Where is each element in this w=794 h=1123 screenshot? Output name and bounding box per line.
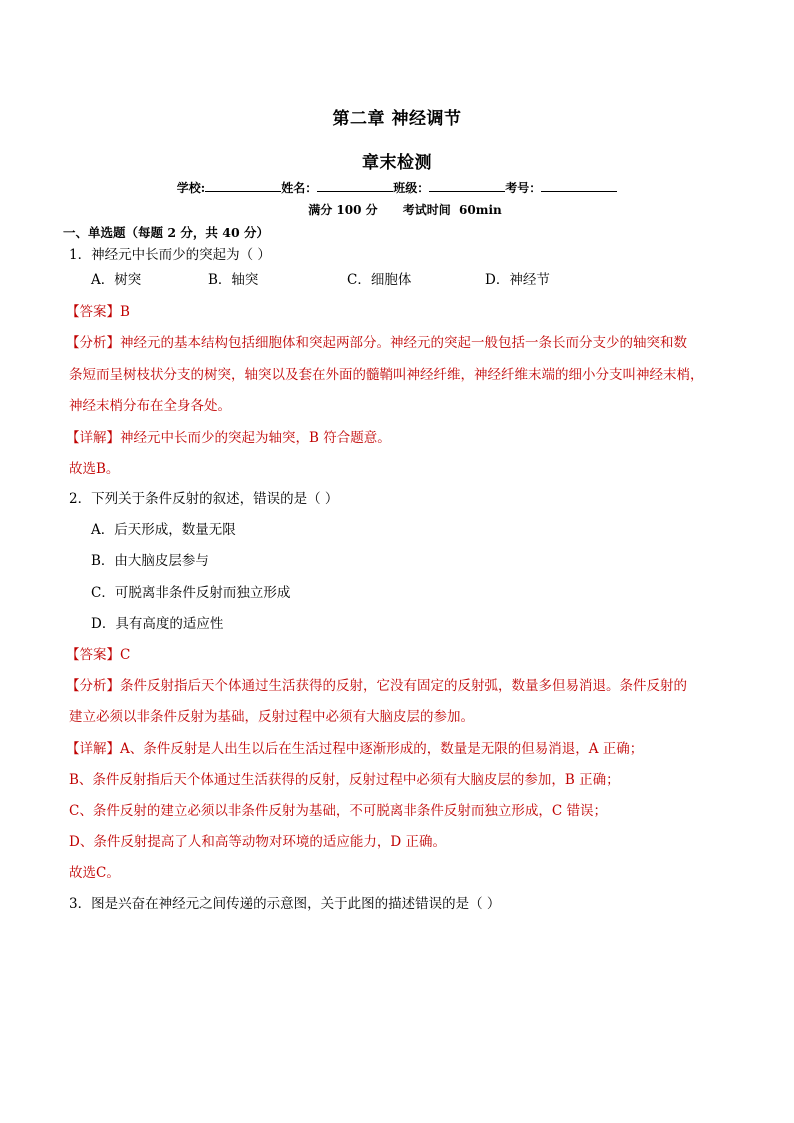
- q1-option-c: C．细胞体: [347, 272, 412, 288]
- q1-analysis-line-1: [66, 331, 736, 351]
- q2-detail-line-3: C、条件反射的建立必须以非条件反射为基础，不可脱离非条件反射而独立形成，C 错误；: [69, 803, 607, 819]
- field-name-label: 姓名：: [281, 181, 318, 195]
- section-title: 一、单选题（每题 2 分，共 40 分）: [63, 225, 270, 240]
- q1-answer: [66, 300, 736, 320]
- q2-detail-line-1: [66, 737, 736, 757]
- q2-stem: 2．下列关于条件反射的叙述，错误的是（ ）: [69, 491, 339, 507]
- q1-detail: [66, 426, 736, 446]
- q1-option-b: B．轴突: [208, 272, 259, 288]
- field-class-label: 班级：: [393, 181, 430, 195]
- field-number-blank: [541, 180, 617, 192]
- analysis-tag: 【分析】: [66, 335, 120, 351]
- score-time-info: 满分 100 分 考试时间 60min: [308, 203, 502, 217]
- q1-analysis-line-2: 条短而呈树枝状分支的树突，轴突以及套在外面的髓鞘叫神经纤维，神经纤维末端的细小分支叫神经末梢，: [69, 367, 704, 383]
- answer-value: C: [120, 647, 131, 663]
- field-class-blank: [429, 180, 505, 192]
- field-name-blank: [317, 180, 393, 192]
- answer-tag: 【答案】: [66, 647, 120, 663]
- q2-option-d: D．具有高度的适应性: [91, 616, 224, 632]
- q1-conclusion: 故选B。: [69, 461, 120, 477]
- analysis-text: 神经元的基本结构包括细胞体和突起两部分。神经元的突起一般包括一条长而分支少的轴突和数: [120, 335, 687, 351]
- q2-detail-line-2: B、条件反射指后天个体通过生活获得的反射，反射过程中必须有大脑皮层的参加，B 正确；: [69, 772, 620, 788]
- chapter-title: 第二章 神经调节: [332, 109, 462, 129]
- q1-analysis-line-3: 神经末梢分布在全身各处。: [69, 398, 231, 414]
- q2-analysis-line-1: [66, 674, 736, 694]
- q1-option-d: D．神经节: [485, 272, 550, 288]
- q2-conclusion: 故选C。: [69, 865, 120, 881]
- q3-stem: 3．图是兴奋在神经元之间传递的示意图，关于此图的描述错误的是（ ）: [69, 896, 501, 912]
- field-school-blank: [205, 180, 281, 192]
- q1-stem: 1．神经元中长而少的突起为（ ）: [69, 247, 271, 263]
- test-subtitle: 章末检测: [362, 153, 432, 173]
- detail-text: A、条件反射是人出生以后在生活过程中逐渐形成的，数量是无限的但易消退，A 正确；: [120, 741, 644, 757]
- q2-answer: [66, 643, 736, 663]
- detail-tag: 【详解】: [66, 741, 120, 757]
- q2-option-b: B．由大脑皮层参与: [91, 553, 209, 569]
- answer-tag: 【答案】: [66, 304, 120, 320]
- field-number-label: 考号：: [505, 181, 542, 195]
- q2-analysis-line-2: 建立必须以非条件反射为基础，反射过程中必须有大脑皮层的参加。: [69, 709, 474, 725]
- analysis-tag: 【分析】: [66, 678, 120, 694]
- student-info-fields: [0, 179, 794, 196]
- analysis-text: 条件反射指后天个体通过生活获得的反射，它没有固定的反射弧，数量多但易消退。条件反射的: [120, 678, 687, 694]
- q2-option-c: C．可脱离非条件反射而独立形成: [91, 585, 291, 601]
- detail-tag: 【详解】: [66, 430, 120, 446]
- field-school-label: 学校:: [176, 181, 206, 195]
- q2-detail-line-4: D、条件反射提高了人和高等动物对环境的适应能力，D 正确。: [69, 834, 446, 850]
- q1-option-a: A．树突: [91, 272, 142, 288]
- q2-option-a: A．后天形成，数量无限: [91, 522, 236, 538]
- answer-value: B: [120, 304, 130, 320]
- detail-text: 神经元中长而少的突起为轴突，B 符合题意。: [120, 430, 391, 446]
